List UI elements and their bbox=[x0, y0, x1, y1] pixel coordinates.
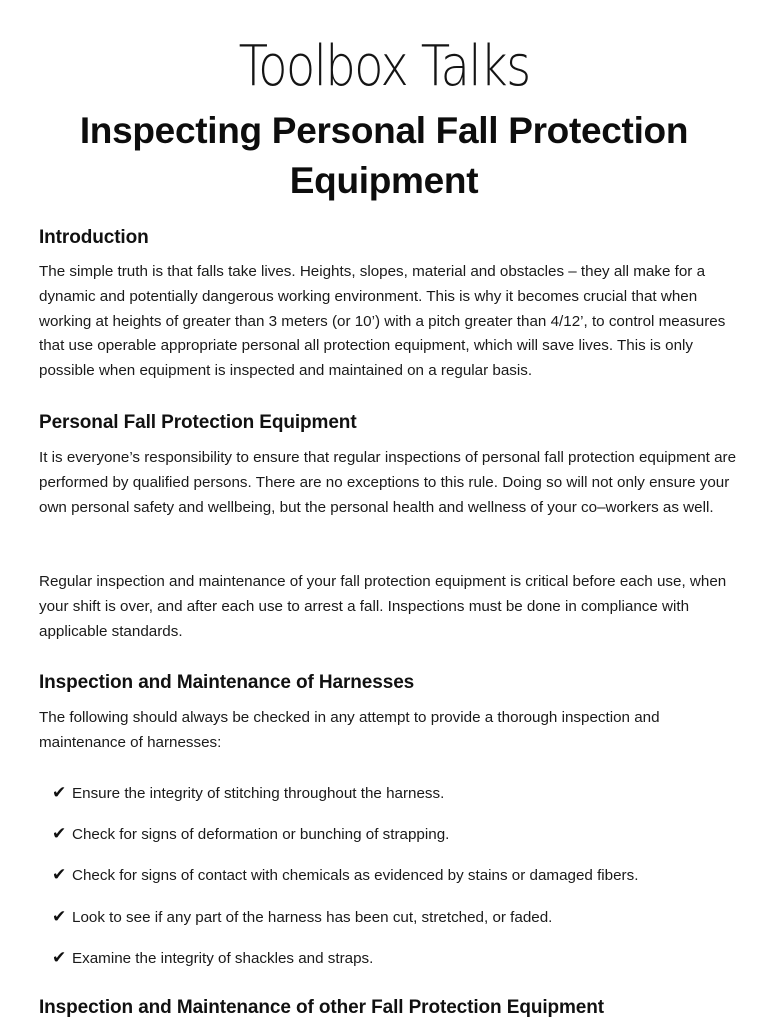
checklist-item bbox=[52, 904, 742, 945]
page-title: Inspecting Personal Fall Protection Equipment bbox=[79, 110, 689, 201]
section-heading-harnesses: Inspection and Maintenance of Harnesses bbox=[39, 672, 415, 693]
checklist-item-text: Check for signs of contact with chemicals as evidenced by stains or damaged fibers. bbox=[72, 867, 639, 885]
section-heading-personal-fall-protection: Personal Fall Protection Equipment bbox=[39, 412, 357, 433]
responsibility-paragraph: It is everyone’s responsibility to ensure that regular inspections of personal fall protection equipment are performed by qualified persons. There are no exceptions to this rule. Doing so will not only ensure your own personal safety and wellbeing, but the personal health and wellness of your co–workers as well. bbox=[39, 449, 737, 516]
check-mark-icon: ✔ bbox=[52, 824, 67, 844]
check-mark-icon: ✔ bbox=[52, 783, 67, 802]
check-mark-icon: ✔ bbox=[52, 865, 67, 885]
checklist-item-text: Examine the integrity of shackles and straps. bbox=[72, 949, 374, 967]
section-heading-other-equipment: Inspection and Maintenance of other Fall Protection Equipment bbox=[39, 997, 605, 1018]
checklist-item-text: Check for signs of deformation or bunching of strapping. bbox=[72, 826, 450, 844]
introduction-paragraph: The simple truth is that falls take lives. Heights, slopes, material and obstacles – they all make for a dynamic and potentially dangerous working environment. This is why it becomes crucial that when working at heights of greater than 3 meters (or 10’) with a pitch greater than 4/12’, to control measures that use operable appropriate personal all protection equipment, which will save lives. This is only possible when equipment is inspected and maintained on a regular basis. bbox=[39, 263, 726, 380]
harness-checklist bbox=[52, 780, 742, 986]
checklist-item bbox=[52, 862, 742, 903]
checklist-item bbox=[52, 821, 742, 862]
harness-intro-paragraph: The following should always be checked in any attempt to provide a thorough inspection and maintenance of harnesses: bbox=[39, 709, 660, 751]
regular-inspection-paragraph: Regular inspection and maintenance of your fall protection equipment is critical before each use, when your shift is over, and after each use to arrest a fall. Inspections must be done in compliance with applicable standards. bbox=[39, 573, 727, 640]
checklist-item bbox=[52, 780, 742, 821]
checklist-item-text: Ensure the integrity of stitching throughout the harness. bbox=[72, 785, 445, 802]
section-heading-introduction: Introduction bbox=[39, 227, 149, 248]
checklist-item bbox=[52, 945, 742, 986]
check-mark-icon: ✔ bbox=[52, 906, 67, 926]
brand-heading: Toolbox Talks bbox=[238, 34, 530, 99]
check-mark-icon: ✔ bbox=[52, 947, 67, 967]
checklist-item-text: Look to see if any part of the harness has been cut, stretched, or faded. bbox=[72, 908, 553, 926]
